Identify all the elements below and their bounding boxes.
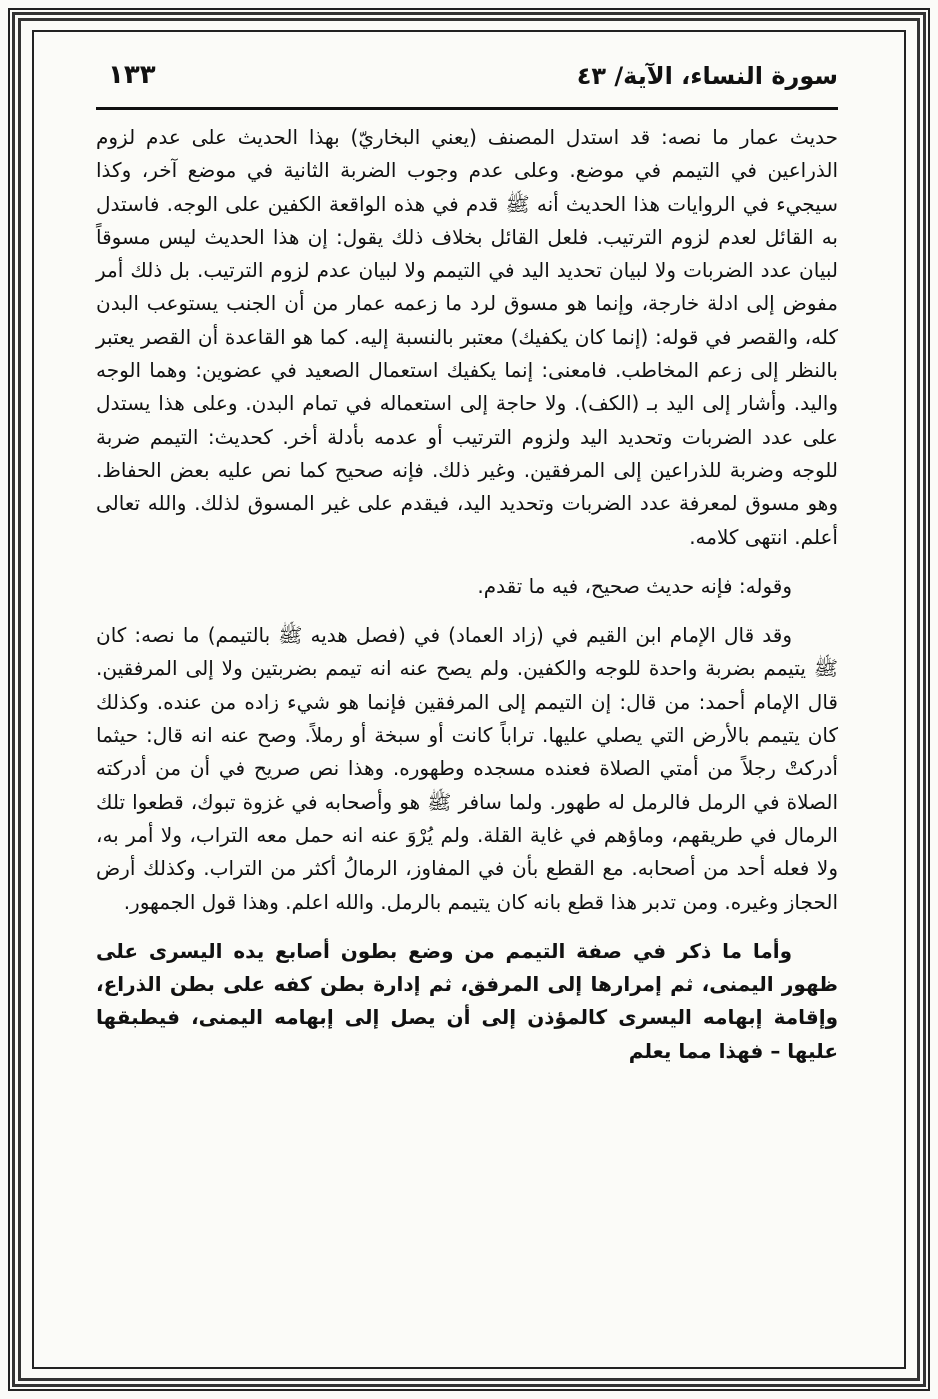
paragraph: وأما ما ذكر في صفة التيمم من وضع بطون أصابع يده اليسرى على ظهور اليمنى، ثم إمرارها إلى المرفق، ثم إدارة بطن كفه على بطن الذراع، وإقامة إبهامه اليسرى كالمؤذن إلى أن يصل إلى إبهامه اليمنى، فيطبقها عليها – فهذا مما يعلم [96,938,838,1063]
header-divider [96,107,838,110]
header-title: سورة النساء، الآية/ ٤٣ [576,62,838,90]
page-number: ١٣٣ [108,60,156,90]
body-text [96,121,838,1068]
paragraph: حديث عمار ما نصه: قد استدل المصنف (يعني البخاريّ) بهذا الحديث على عدم لزوم الذراعين في التيمم في موضع. وعلى عدم وجوب الضربة الثانية في موضع آخر، وكذا سيجيء في الروايات هذا الحديث أنه ﷺ قدم في هذه الواقعة الكفين على الوجه. فاستدل به القائل لعدم لزوم الترتيب. فلعل القائل بخلاف ذلك يقول: إن هذا الحديث ليس مسوقاً لبيان عدد الضربات ولا لبيان تحديد اليد في التيمم ولا لبيان عدم لزوم الترتيب. بل ذلك أمر مفوض إلى ادلة خارجة، وإنما هو مسوق لرد ما زعمه عمار من أن الجنب يستوعب البدن كله، والقصر في قوله: (إنما كان يكفيك) معتبر بالنسبة إليه. كما هو القاعدة أن القصر يعتبر بالنظر إلى زعم المخاطب. فامعنى: إنما يكفيك استعمال الصعيد في عضوين: وهما الوجه واليد. وأشار إلى اليد بـ (الكف). ولا حاجة إلى استعماله في تمام البدن. وعلى هذا يستدل على عدد الضربات وتحديد اليد ولزوم الترتيب أو عدمه بأدلة أخر. كحديث: التيمم ضربة للوجه وضربة للذراعين إلى المرفقين. وغير ذلك. فإنه صحيح كما نص عليه بعض الحفاظ. وهو مسوق لمعرفة عدد الضربات وتحديد اليد، فيقدم على غير المسوق لذلك. والله تعالى أعلم. انتهى كلامه. [96,125,838,549]
paragraph: وقد قال الإمام ابن القيم في (زاد العماد) في (فصل هديه ﷺ بالتيمم) ما نصه: كان ﷺ يتيمم بضربة واحدة للوجه والكفين. ولم يصح عنه انه تيمم بضربتين ولا إلى المرفقين. قال الإمام أحمد: من قال: إن التيمم إلى المرفقين فإنما هو شيء زاده من عنده. وكذلك كان يتيمم بالأرض التي يصلي عليها. تراباً كانت أو سبخة أو رملاً. وصح عنه انه قال: حيثما أدركتْ رجلاً من أمتي الصلاة فعنده مسجده وطهوره. وهذا نص صريح في أن من أدركته الصلاة في الرمل فالرمل له طهور. ولما سافر ﷺ هو وأصحابه في غزوة تبوك، قطعوا تلك الرمال في طريقهم، وماؤهم في غاية القلة. ولم يُرْوَ عنه انه حمل معه التراب، ولا أمر به، ولا فعله أحد من أصحابه. مع القطع بأن في المفاوز، الرمالُ أكثر من التراب. وكذلك أرض الحجاز وغيره. ومن تدبر هذا قطع بانه كان يتيمم بالرمل. والله اعلم. وهذا قول الجمهور. [96,623,838,914]
paragraph: وقوله: فإنه حديث صحيح، فيه ما تقدم. [477,573,792,598]
running-header [96,52,838,100]
